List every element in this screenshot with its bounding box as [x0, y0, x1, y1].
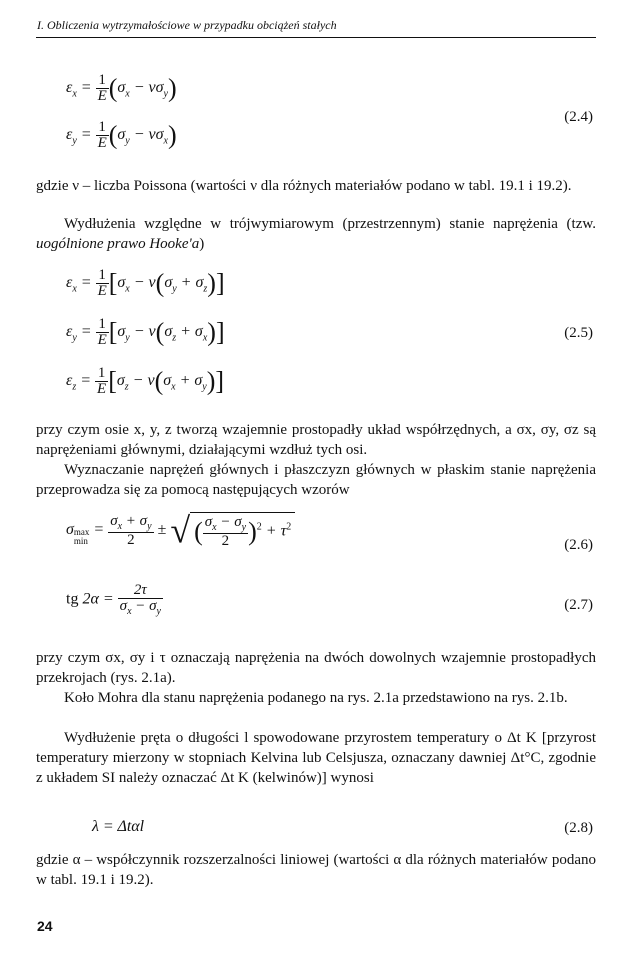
paragraph-alpha-text: gdzie α – współczynnik rozszerzalności liniowej (wartości α dla różnych materiałów podano w tabl. 19.1 i 19.2). [36, 852, 596, 888]
equation-number-2-4: (2.4) [564, 109, 593, 125]
equation-2-4-line-1: $\varepsilon_x$ = $\frac{1}{E}$ $(\sigma_x - \nu\sigma_y)$ [66, 72, 177, 104]
paragraph-poisson [36, 176, 596, 196]
paragraph-poisson-text: gdzie ν – liczba Poissona (wartości ν dla różnych materiałów podano w tabl. 19.1 i 19.2). [36, 178, 572, 194]
hooke-text-a: Wydłużenia względne w trójwymiarowym (przestrzennym) stanie naprężenia (tzw. [64, 216, 596, 232]
page-number: 24 [37, 918, 53, 934]
equation-2-6: σmax min = $\frac{\sigma_x + \sigma_y}{2}$ ± √ ( $\frac{\sigma_x - \sigma_y}{2}$ )$^2 + \tau^2$ [66, 512, 295, 549]
header-rule [36, 37, 596, 38]
paragraph-sections-text: przy czym σx, σy i τ oznaczają naprężenia na dwóch dowolnych wzajemnie prostopadłych przekrojach (rys. 2.1a). [36, 650, 596, 686]
paragraph-sections [36, 648, 596, 688]
equation-number-2-6: (2.6) [564, 537, 593, 553]
hooke-text-italic: uogólnione prawo Hooke'a [36, 236, 200, 252]
paragraph-mohr [36, 688, 596, 708]
paragraph-mohr-text: Koło Mohra dla stanu naprężenia podanego na rys. 2.1a przedstawiono na rys. 2.1b. [64, 690, 568, 706]
equation-2-4-line-2: $\varepsilon_y$ = $\frac{1}{E}$ $(\sigma_y - \nu\sigma_x)$ [66, 119, 177, 151]
equation-number-2-7: (2.7) [564, 597, 593, 613]
running-header: I. Obliczenia wytrzymałościowe w przypadku obciążeń stałych [37, 18, 337, 32]
equation-2-5-line-1: $\varepsilon_x$ = $\frac{1}{E}$ $[\sigma_x - \nu(\sigma_y + \sigma_z)]$ [66, 267, 225, 299]
paragraph-temperature [36, 728, 596, 788]
paragraph-hooke [36, 214, 596, 254]
equation-2-5-line-3: $\varepsilon_z$ = $\frac{1}{E}$ $[\sigma_z - \nu(\sigma_x + \sigma_y)]$ [66, 365, 225, 397]
paragraph-axes-text: przy czym osie x, y, z tworzą wzajemnie prostopadły układ współrzędnych, a σx, σy, σz są naprężeniami głównymi, działającymi wzdłuż tych osi. [36, 422, 596, 458]
paragraph-temperature-text: Wydłużenie pręta o długości l spowodowane przyrostem temperatury o Δt K [przyrost temperatury mierzony w stopniach Kelvina lub Celsjusza, oznaczany dawniej Δt°C, zgodnie z układem SI należy oznaczać Δt K (kelwinów)] wynosi [36, 730, 596, 786]
paragraph-axes [36, 420, 596, 460]
paragraph-principal [36, 460, 596, 500]
equation-2-5-line-2: $\varepsilon_y$ = $\frac{1}{E}$ $[\sigma_y - \nu(\sigma_z + \sigma_x)]$ [66, 316, 225, 348]
equation-number-2-5: (2.5) [564, 325, 593, 341]
equation-2-7: tg 2α = $\frac{2\tau}{\sigma_x - \sigma_y}$ [66, 582, 161, 617]
equation-2-8: λ = Δtαl [92, 818, 145, 835]
equation-number-2-8: (2.8) [564, 820, 593, 836]
paragraph-alpha [36, 850, 596, 890]
hooke-text-c: ) [199, 236, 205, 252]
paragraph-principal-text: Wyznaczanie naprężeń głównych i płaszczyzn głównych w płaskim stanie naprężenia przeprowadza się za pomocą następujących wzorów [36, 462, 596, 498]
